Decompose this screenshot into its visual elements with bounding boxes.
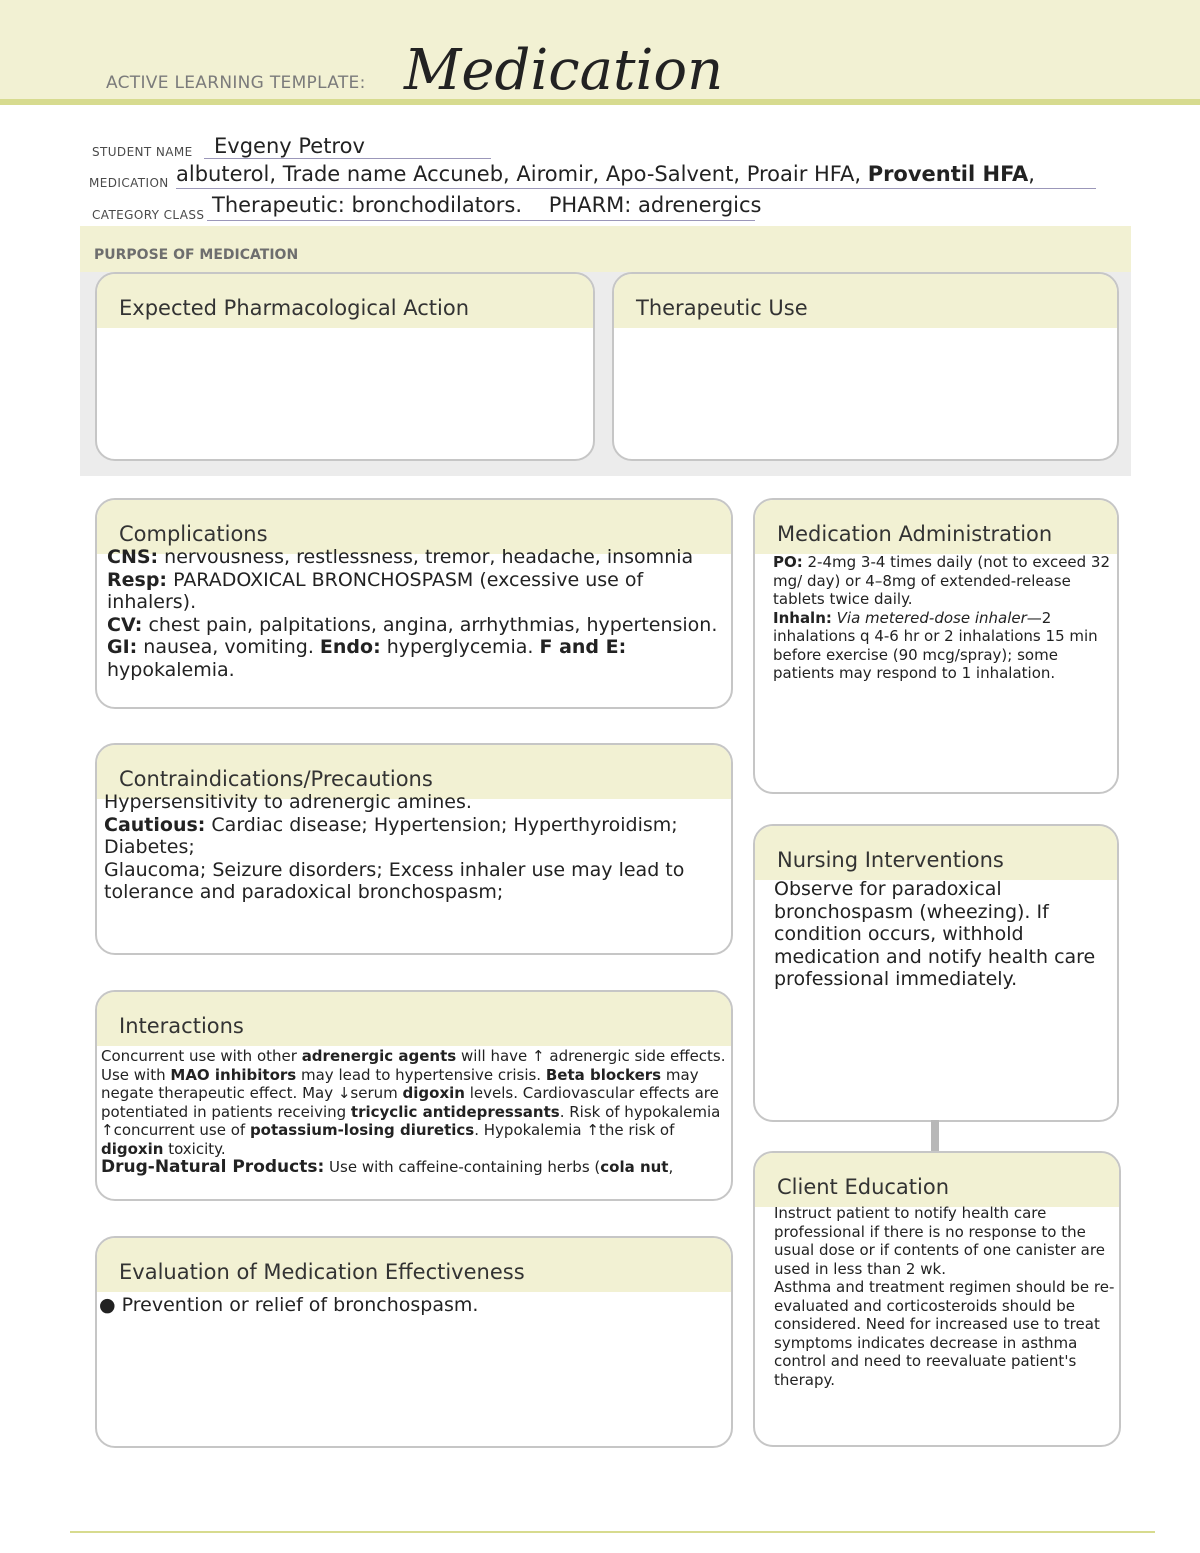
therapeutic-use-title: Therapeutic Use [614, 274, 1117, 328]
administration-content: PO: 2-4mg 3-4 times daily (not to exceed 32 mg/ day) or 4–8mg of extended-release tablets twice daily. Inhaln: Via metered-dose inhaler—2 inhalations q 4-6 hr or 2 inhalations 15 min before exercise (90 mcg/spray); some patients may respond to 1 inhalation. [773, 553, 1111, 682]
complications-box[interactable] [95, 498, 733, 709]
interactions-title: Interactions [97, 992, 731, 1046]
expected-action-title: Expected Pharmacological Action [97, 274, 593, 328]
student-name-underline [204, 158, 491, 159]
client-education-title: Client Education [755, 1153, 1119, 1207]
student-name-field[interactable]: Evgeny Petrov [214, 134, 365, 158]
complications-content: CNS: nervousness, restlessness, tremor, headache, insomnia Resp: PARADOXICAL BRONCHOSPASM (excessive use of inhalers). CV: chest pain, palpitations, angina, arrhythmias, hypertension. GI: nausea, vomiting. Endo: hyperglycemia. F and E: hypokalemia. [107, 546, 718, 681]
administration-title: Medication Administration [755, 500, 1117, 554]
category-class-underline [207, 220, 755, 221]
evaluation-content [97, 1294, 731, 1317]
category-class-field[interactable]: Therapeutic: bronchodilators. PHARM: adrenergics [212, 193, 762, 217]
evaluation-box[interactable] [95, 1236, 733, 1448]
medication-field[interactable]: albuterol, Trade name Accuneb, Airomir, Apo-Salvent, Proair HFA, Proventil HFA, [176, 162, 1035, 186]
nursing-interventions-content: Observe for paradoxical bronchospasm (wheezing). If condition occurs, withhold medication and notify health care professional immediately. [774, 878, 1096, 990]
complications-title: Complications [97, 500, 731, 554]
medication-label: MEDICATION [89, 176, 169, 190]
therapeutic-use-box[interactable] [612, 272, 1119, 461]
purpose-title: PURPOSE OF MEDICATION [94, 247, 299, 263]
evaluation-bullet-text: Prevention or relief of bronchospasm. [121, 1294, 479, 1316]
interactions-content: Concurrent use with other adrenergic agents will have ↑ adrenergic side effects. Use with MAO inhibitors may lead to hypertensive crisis. Beta blockers may negate therapeutic effect. May ↓serum digoxin levels. Cardiovascular effects are potentiated in patients receiving tricyclic antidepressants. Risk of hypokalemia ↑concurrent use of potassium-losing diuretics. Hypokalemia ↑the risk of digoxin toxicity. Drug-Natural Products: Use with caffeine-containing herbs (cola nut, [101, 1047, 726, 1177]
page-title: Medication [404, 38, 724, 103]
contraindications-content: Hypersensitivity to adrenergic amines. Cautious: Cardiac disease; Hypertension; Hyperthyroidism; Diabetes; Glaucoma; Seizure disorders; Excess inhaler use may lead to tolerance and paradoxical bronchospasm; [104, 791, 685, 903]
client-education-box[interactable] [753, 1151, 1121, 1447]
footer-divider [70, 1531, 1155, 1533]
administration-box[interactable] [753, 498, 1119, 794]
interactions-box[interactable] [95, 990, 733, 1201]
expected-action-box[interactable] [95, 272, 595, 461]
category-class-label: CATEGORY CLASS [92, 208, 205, 222]
nursing-interventions-title: Nursing Interventions [755, 826, 1117, 880]
template-label: ACTIVE LEARNING TEMPLATE: [106, 73, 366, 93]
contraindications-box[interactable] [95, 743, 733, 955]
student-name-label: STUDENT NAME [92, 145, 193, 159]
contraindications-title: Contraindications/Precautions [97, 745, 731, 799]
nursing-interventions-box[interactable] [753, 824, 1119, 1122]
client-education-content: Instruct patient to notify health care professional if there is no response to the usual dose or if contents of one canister are used in less than 2 wk. Asthma and treatment regimen should be re-evaluated and corticosteroids should be considered. Need for increased use to treat symptoms indicates decrease in asthma control and need to reevaluate patient's therapy. [774, 1204, 1115, 1389]
evaluation-title: Evaluation of Medication Effectiveness [97, 1238, 731, 1292]
box-connector [931, 1120, 939, 1152]
bullet-icon: ● [99, 1294, 116, 1316]
medication-underline [176, 188, 1096, 189]
